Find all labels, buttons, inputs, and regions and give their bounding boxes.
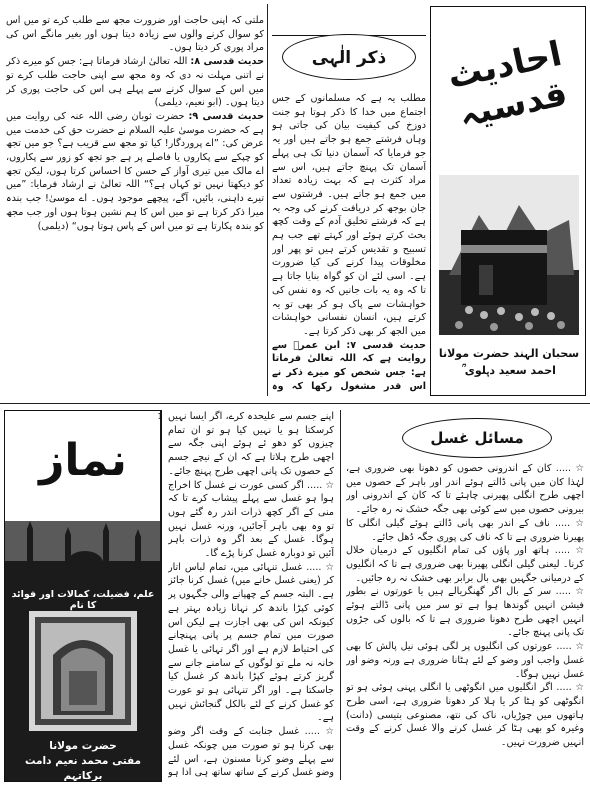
page-number: 1 [157, 412, 163, 421]
mosque-caption: علم، فضیلت، کمالات اور فوائد کا نام [11, 589, 155, 611]
paragraph: حدیث قدسی ۹: حضرت ثوبان رضی اللہ عنہ کی روایت میں ہے کہ حضرت موسیٰ علیہ السلام نے حضرت حق کی خدمت میں عرض کی: ”اے پروردگار! کیا تو مجھ سے قریب ہے؟ جو میں تجھ کو چپکے سے پکاروں یا فاصلے پر ہے جو تجھ کو زور سے پکاروں، اے مالک میں تیری آواز کے حسن کا احساس کرتا ہوں، لیکن تجھ کو دیکھتا نہیں تو کہاں ہے؟“ اللہ تعالیٰ نے ارشاد فرمایا: ”میں تیرے داہنی، بائیں، آگے، پیچھے موجود ہوں۔ اے موسیٰ! جب بندہ میرا ذکر کرتا ہے تو میں اس کا ہم نشین ہوتا ہوں اور جب مجھ کو بندہ پکارتا ہے تو میں اس کے پاس ہوتا ہوں“ (دیلمی) [6, 110, 264, 232]
column-ghusl-continued [168, 410, 334, 780]
dhikr-banner [272, 28, 426, 88]
column-ghusl-rules [346, 462, 584, 780]
namaz-title-box [5, 411, 160, 521]
paragraph: ☆ ..... سر کے بال اگر گھنگریالے ہیں یا عورتوں نے بطور فیشن انہیں گوندھا ہوا ہے تو سر میں پانی ڈالتے ہوئے انہیں اچھی طرح دھونا ضروری ہے تا کہ بالوں کی جڑوں تک پانی پہنچ جائے۔ [346, 586, 584, 639]
mosque-silhouette [5, 521, 160, 583]
feature-panel [430, 6, 586, 396]
author-credit: حضرت مولانا مفتی محمد نعیم دامت برکاتہم [24, 740, 142, 782]
column-hadith-continued [6, 14, 264, 400]
paragraph: حدیث قدسی ۷: ابن عمرؓ سے روایت ہے کہ اللہ تعالیٰ فرماتا ہے: جس شخص کو میرے ذکر نے اس قدر مشغول رکھا کہ وہ [272, 339, 426, 392]
author-credit: سحبان الہند حضرت مولانا احمد سعید دہلوی ؒ [438, 347, 580, 377]
column-divider [340, 410, 341, 780]
section-divider [0, 403, 590, 404]
paragraph: ☆ ..... عورتوں کی انگلیوں پر لگی ہوئی نیل پالش کا بھی غسل واجب اور وضو کے لئے ہٹانا ضروری ہے ورنہ وضو اور غسل نہیں ہوگا۔ [346, 641, 584, 680]
column-divider [267, 4, 268, 396]
paragraph: اپنے جسم سے علیحدہ کرے، اگر ایسا نہیں کرسکتا ہو یا نہیں کیا ہو تو ان تمام چیزوں کو دھو ئے ہوئے اپنی جگہ سے اچھی طرح ہلاتا ہے کہ ان کے نیچے جسم کے حصوں تک پانی اچھی طرح پہنچ جائے۔ [168, 411, 334, 477]
paragraph: ☆ ..... ناف کے اندر بھی پانی ڈالتے ہوئے گیلی انگلی کا پھیرنا ضروری ہے تا کہ ناف کی پوری جگہ دُھل جائے۔ [346, 517, 584, 543]
paragraph: ☆ ..... غسل تنہائی میں، تمام لباس اتار کر (یعنی غسل خانے میں) غسل کرنا جائز ہے۔ البتہ جسم کے چھپانے والی جگہوں پر کوئی کپڑا باندھ کر نہانا زیادہ بہتر ہے کیونکہ اس کی بھی اجازت ہے لیکن اس صورت میں تمام جسم پر پانی پہنچانے کی احتیاط لازم ہے اور اگر تہائی یا غسل خانہ نہ ملے تو لوگوں کے سامنے جانے سے گریز کرتے ہوئے کپڑا باندھ کر غسل کیا جاسکتا ہے۔ اور اگر تنہائی ہو تو عورت کو غسل کرنے کے لئے بالکل گنجائش نہیں ہے۔ [168, 561, 334, 724]
prayer-rug-image [29, 611, 137, 731]
section-title: مسائل غسل [402, 418, 552, 458]
kaaba-photo [439, 175, 579, 335]
paragraph: ☆ ..... اگر کسی عورت نے غسل کا اخراج ہوا ہو غسل سے پہلے پیشاب کرے تا کہ منی کے اگر کچھ ذرات اندر رہ گئے ہوں تو وہ بھی باہر آجائیں، ورنہ غسل نہیں ہوگا۔ غسل کے بعد اگر وہ ذرات باہر آئیں تو دوبارہ غسل کرنا پڑے گا۔ [168, 479, 334, 560]
namaz-panel [4, 410, 162, 782]
paragraph: ☆ ..... ہاتھ اور پاؤں کی تمام انگلیوں کے درمیان خلال کرنا۔ لیعنی گیلی انگلی پھیرنا بھی ضروری ہے تا کہ انگلیوں کے درمیانی جگہیں بھی بال برابر بھی خشک نہ رہ جائیں۔ [346, 545, 584, 584]
paragraph: ☆ ..... غسل جنابت کے وقت اگر وضو بھی کرنا ہو تو صورت میں چونکہ غسل سے پہلے وضو کرنا مسنون ہے، اس لئے وضو غسل کرنے کے ساتھ ساتھ ہی ادا ہو [168, 726, 334, 779]
paragraph: مطلب یہ ہے کہ مسلمانوں کے جس اجتماع میں خدا کا ذکر ہوتا ہو جنت دوزخ کی کیفیت بیان کی جاتی ہو وہاں فرشتے جمع ہو جاتے ہیں اور یہ جو فرمایا کہ آسمان دنیا تک ہی پہلے آسمان تک پہنچ جاتے ہیں، اس سے مراد کثرت ہے کہ بہت زیادہ تعداد میں جمع ہو جاتے ہیں۔ فرشتوں سے جان بوجھ کر دریافت کرنے کی وجہ یہ ہے کہ فرشتے تخلیق آدم کے وقت کچھ بحث کرتے ہوئے اور کہتے تھے جب ہم تسبیح و تقدیس کرتے ہیں تو پھر اور مخلوقات پیدا کرنے کی کیا ضرورت ہے۔ اسی لئے ان کو گواہ بنایا جاتا ہے تا کہ وہ یہ بات جانیں کہ وہ نفس کی خواہشات سے پاک ہو کر بھی تو یہ کرتے ہیں، انسان نفسانی خواہشات میں الجھ کر بھی ذکر کرتا ہے۔ [272, 93, 426, 337]
column-dhikr [272, 92, 426, 394]
paragraph: ☆ ..... اگر انگلیوں میں انگوٹھی یا انگلی پہنی ہوئی ہو تو انگوٹھی کو ہٹا کر یا ہلا کر دھونا ضروری ہے، اسی طرح ہاتھوں میں چوڑیاں، ناک کی نتھ، مصنوعی بتیسی (دانت) وغیرہ کو بھی ہٹا کر غسل کرنے والا غسل کرنے کے وقت انہیں ضرورت نہیں۔ [346, 682, 584, 749]
section-title: ذکر الٰہی [311, 47, 387, 68]
calligraphy-title: احادیث قدسیہ [444, 33, 571, 136]
paragraph: حدیث قدسی ۸: اللہ تعالیٰ ارشاد فرماتا ہے: جس کو میرے ذکر نے اتنی مہلت نہ دی کہ وہ مجھ سے اپنی حاجت طلب کرے تو میں اس کے سوال کرنے سے پہلے ہی اس کی حاجت پوری کر دیتا ہوں۔ (ابو نعیم، دیلمی) [6, 56, 264, 109]
paragraph: ☆ ..... کان کے اندرونی حصوں کو دھونا بھی ضروری ہے، لہٰذا کان میں پانی ڈالتے ہوئے اندر اور باہر کے حصوں میں اچھی طرح انگلی پھیرنی چاہئے تا کہ کان کے اندرونی اور بیرونی حصوں میں سے کوئی بھی جگہ خشک نہ رہ جائے۔ [346, 463, 584, 516]
paragraph: ملتی کہ اپنی حاجت اور ضرورت مجھ سے طلب کرے تو میں اس کو سوال کرنے والوں سے زیادہ دیتا ہوں اور بغیر مانگے اس کی مراد پوری کر دیتا ہوں۔ [6, 15, 264, 54]
panel-title: نماز [39, 435, 127, 486]
